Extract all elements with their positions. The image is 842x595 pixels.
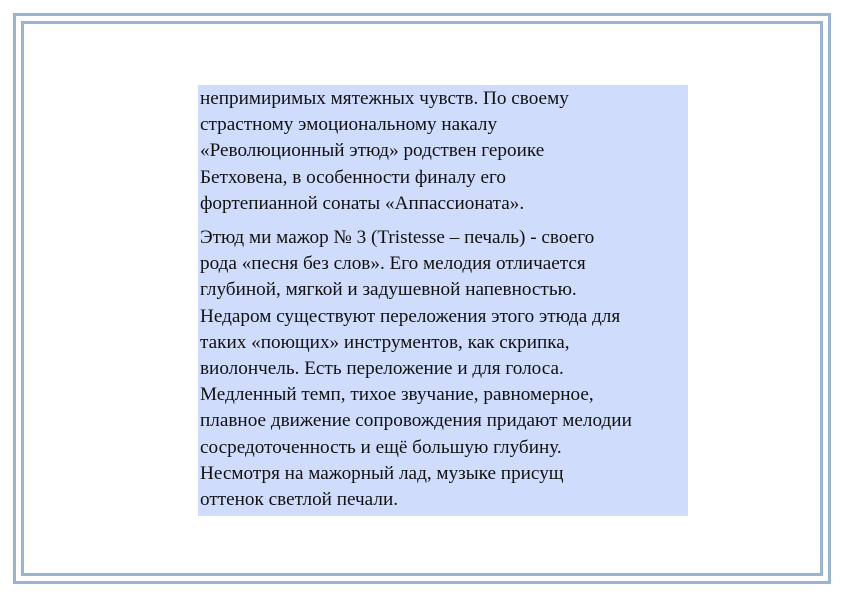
paragraph-revolutionary-etude: непримиримых мятежных чувств. По своему страстному эмоциональному накалу «Революционный этюд» родствен героике Бетховена, в особенности финалу его фортепианной сонаты «Аппассионата». xyxy=(200,88,569,214)
text-box xyxy=(198,85,688,516)
paragraph-etude-e-major: Этюд ми мажор № 3 (Tristesse – печаль) - своего рода «песня без слов». Его мелодия отличается глубиной, мягкой и задушевной напевностью. Недаром существуют переложения этого этюда для таких «поющих» инструментов, как скрипка, виолончель. Есть переложение и для голоса. Медленный темп, тихое звучание, равномерное, плавное движение сопровождения придают мелодии сосредоточенность и ещё большую глубину. Несмотря на мажорный лад, музыке присущ оттенок светлой печали. xyxy=(200,227,632,511)
